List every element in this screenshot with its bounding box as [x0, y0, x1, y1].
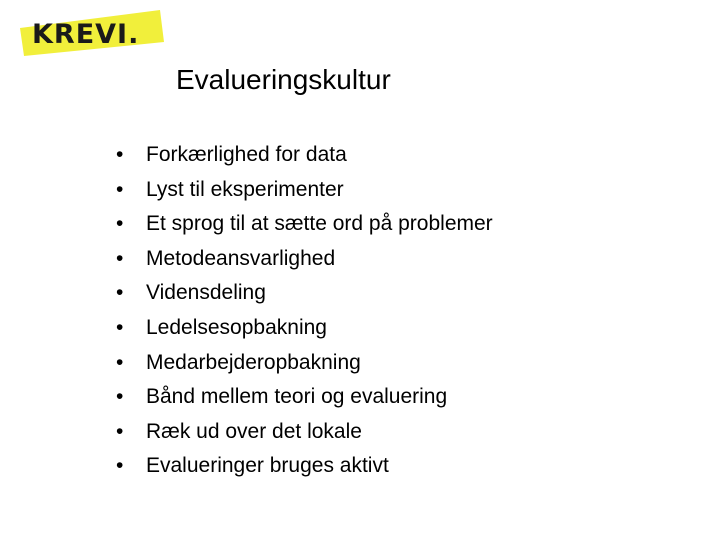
list-item-text: Evalueringer bruges aktivt — [146, 454, 389, 478]
list-item-text: Forkærlighed for data — [146, 143, 347, 166]
list-item-text: Medarbejderopbakning — [146, 350, 361, 374]
list-item-text: Metodeansvarlighed — [146, 246, 336, 270]
list-item-text: Ledelsesopbakning — [146, 315, 327, 339]
list-item-text: Vidensdeling — [146, 281, 266, 305]
logo-graphic — [18, 8, 168, 58]
slide-title: Evalueringskultur — [176, 64, 391, 95]
bullet-marker: • — [116, 246, 124, 270]
bullet-marker: • — [116, 419, 124, 443]
list-item-text: Bånd mellem teori og evaluering — [146, 385, 448, 409]
bullet-marker: • — [116, 212, 124, 236]
bullet-marker: • — [116, 281, 124, 305]
list-item-text: Lyst til eksperimenter — [146, 177, 344, 201]
bullet-marker: • — [116, 454, 124, 478]
bullet-marker: • — [116, 350, 124, 374]
logo-text: KREVI. — [32, 19, 140, 50]
bullet-marker: • — [116, 143, 124, 166]
krevi-logo — [18, 8, 168, 58]
list-item-text: Ræk ud over det lokale — [146, 419, 362, 443]
list-item-text: Et sprog til at sætte ord på problemer — [146, 212, 493, 236]
bullet-marker: • — [116, 385, 124, 409]
bullet-marker: • — [116, 177, 124, 201]
bullet-marker: • — [116, 315, 124, 339]
